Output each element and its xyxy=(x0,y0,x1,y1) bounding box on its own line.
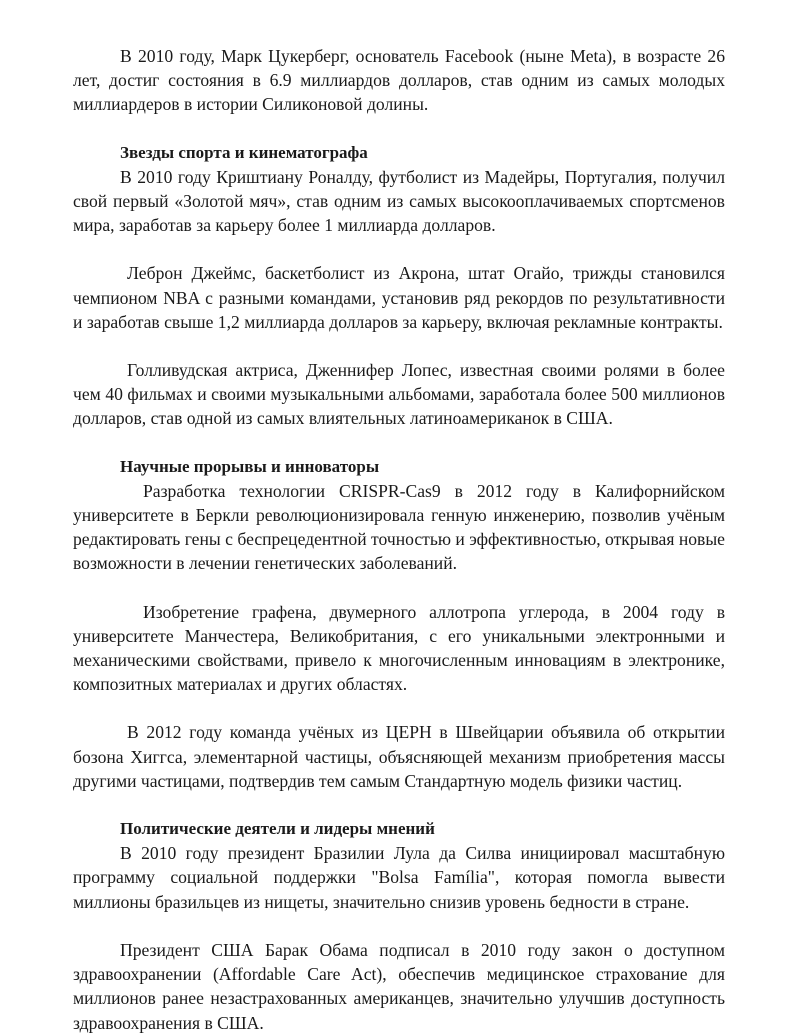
paragraph-lopez: Голливудская актриса, Дженнифер Лопес, известная своими ролями в более чем 40 фильмах и своими музыкальными альбомами, заработала более 500 миллионов долларов, став одной из самых влиятельных латиноамериканок в США. xyxy=(73,360,725,429)
paragraph-lula: В 2010 году президент Бразилии Лула да Силва инициировал масштабную программу социальной поддержки "Bolsa Família", которая помогла вывести миллионы бразильцев из нищеты, значительно снизив уровень бедности в стране. xyxy=(73,843,725,912)
heading-sports-cinema: Звезды спорта и кинематографа xyxy=(120,142,368,162)
paragraph-lebron: Леброн Джеймс, баскетболист из Акрона, штат Огайо, трижды становился чемпионом NBA с разными командами, установив ряд рекордов по результативности и заработав свыше 1,2 миллиарда долларов за карьеру, включая рекламные контракты. xyxy=(73,263,725,332)
paragraph-graphene: Изобретение графена, двумерного аллотропа углерода, в 2004 году в университете Манчестера, Великобритания, с его уникальными электронными и механическими свойствами, привело к многочисленным инновациям в электронике, композитных материалах и других областях. xyxy=(73,601,725,695)
document-page xyxy=(73,44,725,1035)
paragraph-higgs: В 2012 году команда учёных из ЦЕРН в Швейцарии объявила об открытии бозона Хиггса, элементарной частицы, объясняющей механизм приобретения массы другими частицами, подтвердив тем самым Стандартную модель физики частиц. xyxy=(73,722,725,791)
paragraph-ronaldo: В 2010 году Криштиану Роналду, футболист из Мадейры, Португалия, получил свой первый «Золотой мяч», став одним из самых высокооплачиваемых спортсменов мира, заработав за карьеру более 1 миллиарда долларов. xyxy=(73,166,725,236)
heading-science: Научные прорывы и инноваторы xyxy=(120,456,380,476)
paragraph-crispr: Разработка технологии CRISPR-Cas9 в 2012 году в Калифорнийском университете в Беркли революционизировала генную инженерию, позволив учёным редактировать гены с беспрецедентной точностью и эффективностью, открывая новые возможности в лечении генетических заболеваний. xyxy=(73,480,725,574)
paragraph-zuckerberg: В 2010 году, Марк Цукерберг, основатель Facebook (ныне Meta), в возрасте 26 лет, достиг состояния в 6.9 миллиардов долларов, став одним из самых молодых миллиардеров в истории Силиконовой долины. xyxy=(73,46,725,115)
heading-politics: Политические деятели и лидеры мнений xyxy=(120,819,435,839)
paragraph-obama: Президент США Барак Обама подписал в 2010 году закон о доступном здравоохранении (Affordable Care Act), обеспечив медицинское страхование для миллионов ранее незастрахованных американцев, значительно улучшив доступность здравоохранения в США. xyxy=(73,939,725,1033)
